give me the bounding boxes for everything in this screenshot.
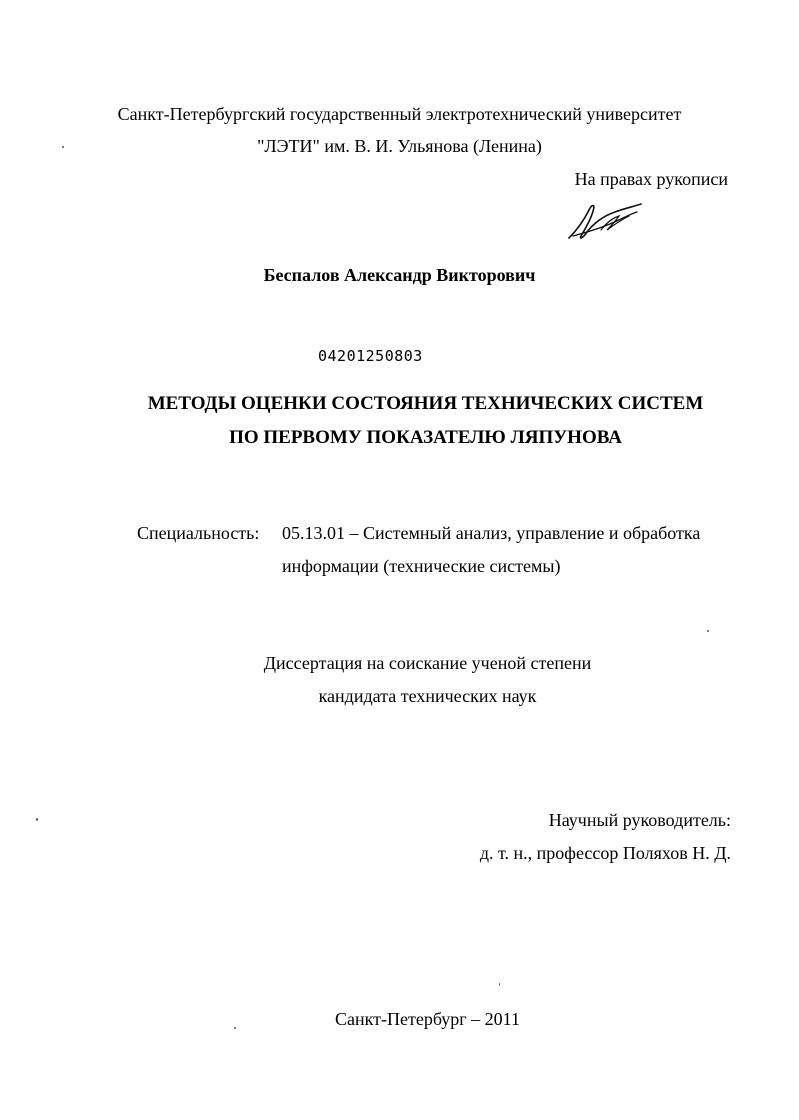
scan-speck (707, 630, 709, 632)
specialty-code: 05.13.01 – Системный анализ, управление и обработка (282, 523, 701, 543)
catalog-number: 04201250803 (318, 347, 423, 365)
specialty-label: Специальность: (137, 523, 260, 543)
city-year: Санкт-Петербург – 2011 (334, 1009, 521, 1029)
supervisor-label: Научный руководитель: (548, 810, 731, 830)
scan-speck (499, 983, 500, 986)
degree-line2: кандидата технических наук (318, 686, 537, 706)
university-subtitle: "ЛЭТИ" им. В. И. Ульянова (Ленина) (257, 136, 542, 156)
dissertation-title-line1: МЕТОДЫ ОЦЕНКИ СОСТОЯНИЯ ТЕХНИЧЕСКИХ СИСТЕМ (147, 393, 704, 414)
scan-speck (234, 1027, 236, 1029)
signature-icon (563, 200, 645, 244)
university-name: Санкт-Петербургский государственный электротехнический университет (117, 104, 682, 124)
author-name: Беспалов Александр Викторович (263, 265, 536, 285)
dissertation-title-line2: ПО ПЕРВОМУ ПОКАЗАТЕЛЮ ЛЯПУНОВА (229, 427, 622, 448)
scan-speck (36, 818, 38, 821)
manuscript-note: На правах рукописи (574, 169, 728, 189)
supervisor-name: д. т. н., профессор Поляхов Н. Д. (479, 843, 731, 863)
specialty-description: информации (технические системы) (282, 556, 561, 576)
scan-speck (62, 146, 64, 148)
degree-line1: Диссертация на соискание ученой степени (263, 653, 592, 673)
